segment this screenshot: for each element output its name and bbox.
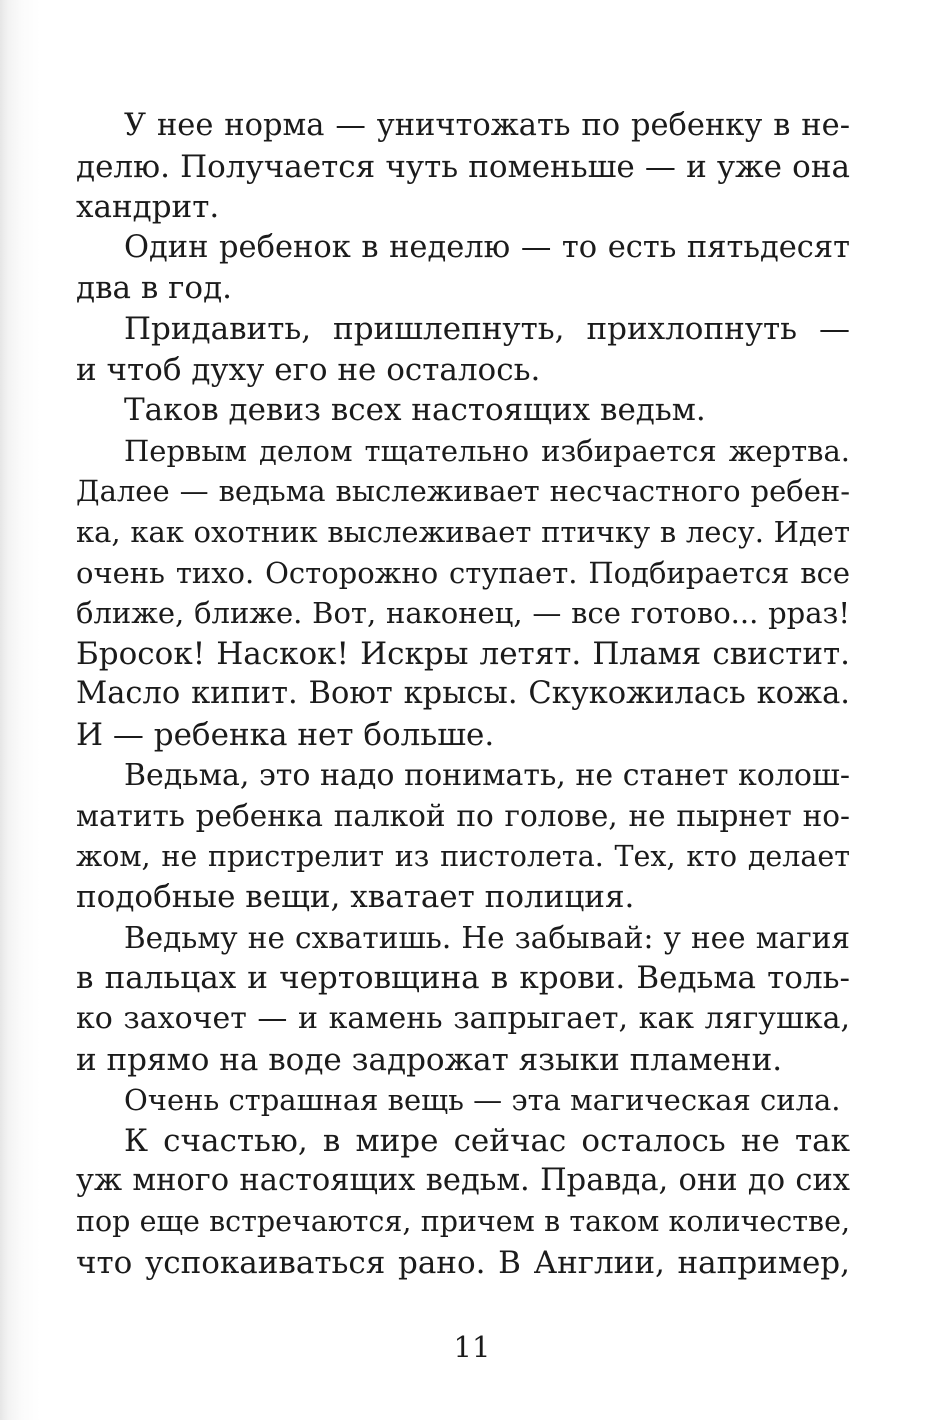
page-number: 11 <box>453 1330 491 1364</box>
text-line: Таков девиз всех настоящих ведьм. <box>124 392 706 429</box>
text-line: Ведьма, это надо понимать, не станет колош- <box>124 757 850 793</box>
text-line: ближе, ближе. Вот, наконец, — все готово... рраз! <box>76 596 850 631</box>
text-line: уж много настоящих ведьм. Правда, они до сих <box>76 1163 850 1199</box>
text-line: и чтоб духу его не осталось. <box>76 351 541 388</box>
text-line: У нее норма — уничтожать по ребенку в не- <box>124 108 850 143</box>
text-line: Масло кипит. Воют крысы. Скукожилась кожа. <box>76 676 850 712</box>
text-line: И — ребенка нет больше. <box>76 716 495 753</box>
text-line: матить ребенка палкой по голове, не пырнет но- <box>76 799 850 834</box>
text-line: делю. Получается чуть поменьше — и уже она <box>76 148 850 185</box>
text-line: Далее — ведьма выслеживает несчастного ребен- <box>76 474 850 509</box>
text-line: два в год. <box>76 270 233 307</box>
text-line: подобные вещи, хватает полиция. <box>76 879 635 916</box>
text-line: Один ребенок в неделю — то есть пятьдесят <box>124 229 850 265</box>
body-text <box>76 106 850 1283</box>
text-line: хандрит. <box>76 189 220 226</box>
text-line: и прямо на воде задрожат языки пламени. <box>76 1041 783 1078</box>
text-line: Придавить, пришлепнуть, прихлопнуть — <box>124 310 850 347</box>
text-line: в пальцах и чертовщина в крови. Ведьма толь- <box>76 960 850 997</box>
text-line: Очень страшная вещь — эта магическая сила. <box>124 1083 841 1118</box>
text-line: жом, не пристрелит из пистолета. Тех, кто делает <box>76 839 850 873</box>
text-line: пор еще встречаются, причем в таком количестве, <box>76 1205 850 1239</box>
text-line: К счастью, в мире сейчас осталось не так <box>124 1122 850 1159</box>
text-line: что успокаиваться рано. В Англии, например, <box>76 1244 850 1281</box>
text-line: Первым делом тщательно избирается жертва. <box>124 433 850 468</box>
text-line: ка, как охотник выслеживает птичку в лесу. Идет <box>76 514 850 549</box>
text-line: Ведьму не схватишь. Не забывай: у нее магия <box>124 920 850 955</box>
text-line: ко захочет — и камень запрыгает, как лягушка, <box>76 1001 850 1037</box>
text-line: очень тихо. Осторожно ступает. Подбирается все <box>76 555 850 590</box>
text-line: Бросок! Наскок! Искры летят. Пламя свистит. <box>76 635 850 672</box>
